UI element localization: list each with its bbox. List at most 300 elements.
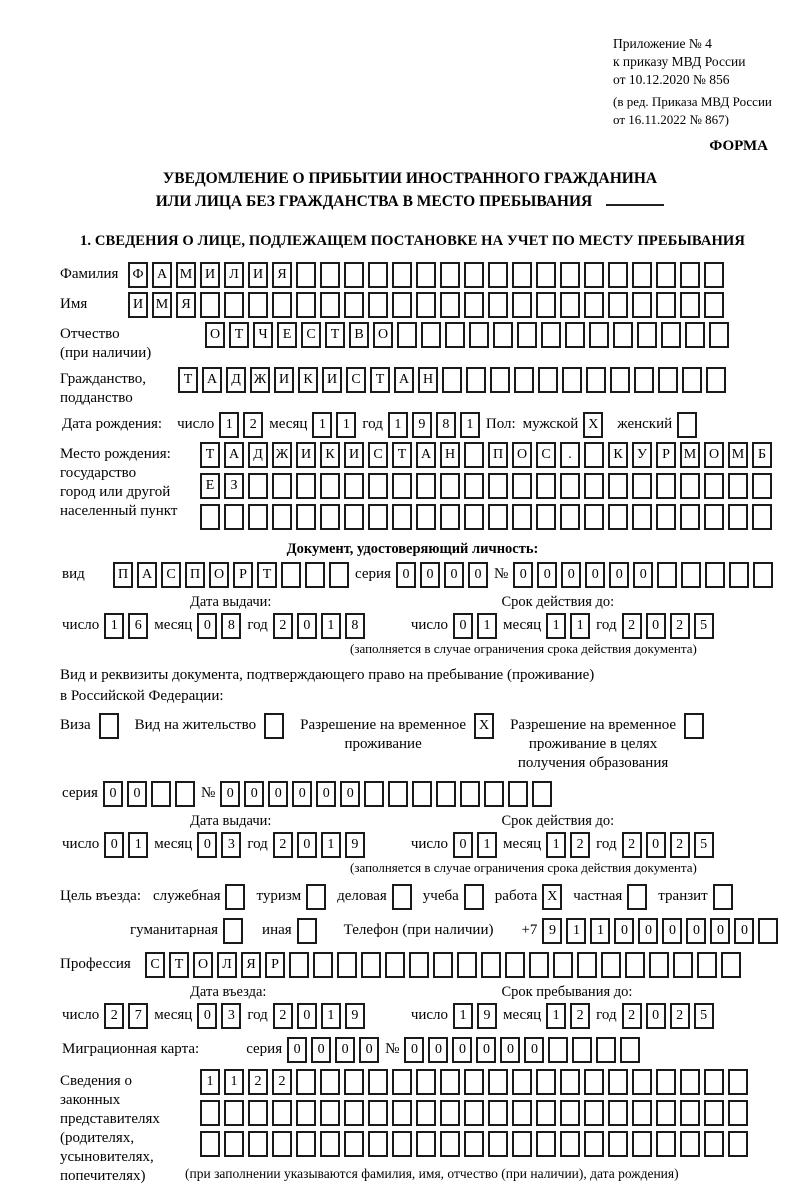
char-box[interactable]: Я — [272, 262, 292, 288]
char-box[interactable] — [632, 473, 652, 499]
char-box[interactable] — [248, 473, 268, 499]
char-box[interactable] — [536, 1069, 556, 1095]
char-box[interactable] — [680, 1069, 700, 1095]
char-box[interactable]: 0 — [452, 1037, 472, 1063]
char-box[interactable] — [560, 1131, 580, 1157]
char-box[interactable] — [682, 367, 702, 393]
purpose-official-checkbox[interactable] — [225, 884, 245, 910]
char-box[interactable] — [529, 952, 549, 978]
char-box[interactable] — [560, 292, 580, 318]
char-box[interactable] — [512, 262, 532, 288]
char-box[interactable] — [272, 1131, 292, 1157]
purpose-tourism-checkbox[interactable] — [306, 884, 326, 910]
char-box[interactable] — [440, 1100, 460, 1126]
char-box[interactable]: Я — [176, 292, 196, 318]
char-box[interactable]: Л — [217, 952, 237, 978]
char-box[interactable] — [536, 1100, 556, 1126]
char-box[interactable] — [440, 1069, 460, 1095]
char-box[interactable] — [392, 1131, 412, 1157]
char-box[interactable] — [248, 1100, 268, 1126]
char-box[interactable] — [368, 292, 388, 318]
char-box[interactable]: 0 — [292, 781, 312, 807]
char-box[interactable] — [680, 1100, 700, 1126]
char-box[interactable]: 0 — [428, 1037, 448, 1063]
char-box[interactable] — [248, 504, 268, 530]
char-box[interactable] — [488, 262, 508, 288]
char-box[interactable] — [460, 781, 480, 807]
char-box[interactable] — [488, 473, 508, 499]
char-box[interactable] — [151, 781, 171, 807]
char-box[interactable]: 1 — [312, 412, 332, 438]
char-box[interactable] — [490, 367, 510, 393]
char-box[interactable]: 2 — [570, 832, 590, 858]
purpose-business-checkbox[interactable] — [392, 884, 412, 910]
char-box[interactable]: 6 — [128, 613, 148, 639]
char-box[interactable] — [296, 1100, 316, 1126]
char-box[interactable] — [649, 952, 669, 978]
char-box[interactable] — [596, 1037, 616, 1063]
char-box[interactable] — [584, 1131, 604, 1157]
char-box[interactable] — [680, 262, 700, 288]
char-box[interactable] — [416, 473, 436, 499]
char-box[interactable]: 0 — [311, 1037, 331, 1063]
char-box[interactable] — [224, 504, 244, 530]
char-box[interactable]: 1 — [200, 1069, 220, 1095]
char-box[interactable]: 1 — [321, 613, 341, 639]
char-box[interactable]: 0 — [359, 1037, 379, 1063]
char-box[interactable]: П — [113, 562, 133, 588]
char-box[interactable]: Т — [169, 952, 189, 978]
char-box[interactable] — [517, 322, 537, 348]
char-box[interactable] — [416, 1131, 436, 1157]
char-box[interactable] — [296, 1069, 316, 1095]
char-box[interactable] — [728, 473, 748, 499]
char-box[interactable]: 0 — [220, 781, 240, 807]
char-box[interactable] — [586, 367, 606, 393]
char-box[interactable]: В — [349, 322, 369, 348]
char-box[interactable] — [305, 562, 325, 588]
char-box[interactable] — [344, 292, 364, 318]
char-box[interactable] — [392, 504, 412, 530]
char-box[interactable] — [728, 1131, 748, 1157]
char-box[interactable] — [488, 1069, 508, 1095]
char-box[interactable]: И — [296, 442, 316, 468]
char-box[interactable] — [488, 1131, 508, 1157]
char-box[interactable] — [392, 473, 412, 499]
char-box[interactable] — [281, 562, 301, 588]
char-box[interactable]: Т — [325, 322, 345, 348]
char-box[interactable]: 1 — [590, 918, 610, 944]
char-box[interactable] — [457, 952, 477, 978]
char-box[interactable]: 0 — [287, 1037, 307, 1063]
purpose-humanitarian-checkbox[interactable] — [223, 918, 243, 944]
char-box[interactable] — [657, 562, 677, 588]
residence-permit-checkbox[interactable] — [264, 713, 284, 739]
char-box[interactable] — [753, 562, 773, 588]
char-box[interactable]: 0 — [710, 918, 730, 944]
char-box[interactable]: 0 — [268, 781, 288, 807]
char-box[interactable] — [464, 504, 484, 530]
char-box[interactable] — [680, 473, 700, 499]
char-box[interactable] — [469, 322, 489, 348]
char-box[interactable]: 2 — [622, 832, 642, 858]
char-box[interactable] — [560, 1069, 580, 1095]
char-box[interactable] — [658, 367, 678, 393]
char-box[interactable] — [421, 322, 441, 348]
char-box[interactable] — [680, 1131, 700, 1157]
char-box[interactable]: 0 — [662, 918, 682, 944]
char-box[interactable]: 3 — [221, 832, 241, 858]
char-box[interactable]: 0 — [633, 562, 653, 588]
char-box[interactable]: 0 — [537, 562, 557, 588]
char-box[interactable] — [344, 1100, 364, 1126]
char-box[interactable] — [656, 262, 676, 288]
char-box[interactable]: 0 — [297, 1003, 317, 1029]
char-box[interactable]: М — [152, 292, 172, 318]
char-box[interactable] — [440, 504, 460, 530]
char-box[interactable] — [634, 367, 654, 393]
char-box[interactable]: Д — [248, 442, 268, 468]
char-box[interactable] — [361, 952, 381, 978]
char-box[interactable] — [721, 952, 741, 978]
char-box[interactable]: Ф — [128, 262, 148, 288]
char-box[interactable] — [584, 473, 604, 499]
char-box[interactable] — [514, 367, 534, 393]
char-box[interactable]: 0 — [609, 562, 629, 588]
char-box[interactable] — [392, 1100, 412, 1126]
char-box[interactable] — [272, 504, 292, 530]
char-box[interactable]: А — [394, 367, 414, 393]
char-box[interactable] — [536, 262, 556, 288]
char-box[interactable] — [608, 1069, 628, 1095]
char-box[interactable] — [512, 292, 532, 318]
char-box[interactable] — [704, 1069, 724, 1095]
char-box[interactable] — [344, 262, 364, 288]
char-box[interactable] — [632, 504, 652, 530]
char-box[interactable] — [560, 473, 580, 499]
char-box[interactable]: О — [209, 562, 229, 588]
char-box[interactable] — [493, 322, 513, 348]
char-box[interactable]: 1 — [566, 918, 586, 944]
char-box[interactable] — [464, 1131, 484, 1157]
char-box[interactable] — [296, 262, 316, 288]
char-box[interactable] — [464, 473, 484, 499]
char-box[interactable] — [272, 292, 292, 318]
char-box[interactable] — [409, 952, 429, 978]
char-box[interactable] — [368, 473, 388, 499]
char-box[interactable]: 0 — [335, 1037, 355, 1063]
char-box[interactable] — [704, 292, 724, 318]
char-box[interactable] — [656, 292, 676, 318]
char-box[interactable]: С — [301, 322, 321, 348]
char-box[interactable]: Н — [440, 442, 460, 468]
char-box[interactable] — [320, 1069, 340, 1095]
char-box[interactable] — [562, 367, 582, 393]
char-box[interactable] — [368, 262, 388, 288]
char-box[interactable]: Т — [200, 442, 220, 468]
char-box[interactable]: 9 — [345, 1003, 365, 1029]
char-box[interactable]: Р — [656, 442, 676, 468]
char-box[interactable]: Т — [392, 442, 412, 468]
char-box[interactable] — [620, 1037, 640, 1063]
char-box[interactable]: 0 — [561, 562, 581, 588]
char-box[interactable]: 0 — [340, 781, 360, 807]
char-box[interactable]: 1 — [453, 1003, 473, 1029]
char-box[interactable]: 1 — [570, 613, 590, 639]
char-box[interactable]: А — [137, 562, 157, 588]
char-box[interactable] — [758, 918, 778, 944]
char-box[interactable]: 8 — [221, 613, 241, 639]
char-box[interactable]: 8 — [436, 412, 456, 438]
char-box[interactable]: А — [202, 367, 222, 393]
char-box[interactable] — [541, 322, 561, 348]
char-box[interactable] — [608, 262, 628, 288]
char-box[interactable] — [320, 473, 340, 499]
char-box[interactable] — [416, 292, 436, 318]
char-box[interactable] — [296, 504, 316, 530]
char-box[interactable]: 9 — [345, 832, 365, 858]
char-box[interactable]: О — [704, 442, 724, 468]
char-box[interactable]: 1 — [224, 1069, 244, 1095]
char-box[interactable] — [416, 1100, 436, 1126]
char-box[interactable] — [560, 1100, 580, 1126]
char-box[interactable] — [484, 781, 504, 807]
char-box[interactable] — [613, 322, 633, 348]
char-box[interactable]: 2 — [273, 1003, 293, 1029]
char-box[interactable] — [512, 473, 532, 499]
char-box[interactable]: 0 — [297, 613, 317, 639]
char-box[interactable] — [368, 504, 388, 530]
char-box[interactable] — [320, 262, 340, 288]
char-box[interactable]: 1 — [477, 613, 497, 639]
char-box[interactable] — [532, 781, 552, 807]
char-box[interactable]: Я — [241, 952, 261, 978]
char-box[interactable] — [344, 473, 364, 499]
char-box[interactable] — [685, 322, 705, 348]
char-box[interactable] — [337, 952, 357, 978]
char-box[interactable] — [392, 1069, 412, 1095]
char-box[interactable]: О — [373, 322, 393, 348]
char-box[interactable]: 5 — [694, 613, 714, 639]
char-box[interactable] — [728, 1069, 748, 1095]
char-box[interactable]: О — [193, 952, 213, 978]
char-box[interactable] — [313, 952, 333, 978]
char-box[interactable]: 1 — [128, 832, 148, 858]
char-box[interactable]: 1 — [460, 412, 480, 438]
char-box[interactable]: 0 — [103, 781, 123, 807]
char-box[interactable] — [364, 781, 384, 807]
char-box[interactable] — [673, 952, 693, 978]
char-box[interactable]: 2 — [670, 832, 690, 858]
char-box[interactable]: 0 — [404, 1037, 424, 1063]
char-box[interactable]: 0 — [316, 781, 336, 807]
char-box[interactable]: 1 — [546, 832, 566, 858]
char-box[interactable] — [729, 562, 749, 588]
char-box[interactable] — [704, 262, 724, 288]
char-box[interactable] — [416, 504, 436, 530]
char-box[interactable]: 0 — [686, 918, 706, 944]
char-box[interactable]: И — [128, 292, 148, 318]
char-box[interactable]: 0 — [646, 1003, 666, 1029]
char-box[interactable] — [536, 1131, 556, 1157]
char-box[interactable] — [296, 292, 316, 318]
char-box[interactable]: 1 — [477, 832, 497, 858]
char-box[interactable]: 0 — [638, 918, 658, 944]
char-box[interactable] — [320, 292, 340, 318]
char-box[interactable] — [442, 367, 462, 393]
char-box[interactable] — [272, 1100, 292, 1126]
char-box[interactable] — [344, 1131, 364, 1157]
char-box[interactable]: 3 — [221, 1003, 241, 1029]
char-box[interactable] — [632, 1131, 652, 1157]
char-box[interactable]: М — [680, 442, 700, 468]
char-box[interactable] — [632, 1069, 652, 1095]
purpose-other-checkbox[interactable] — [297, 918, 317, 944]
char-box[interactable] — [248, 1131, 268, 1157]
char-box[interactable] — [538, 367, 558, 393]
char-box[interactable] — [433, 952, 453, 978]
char-box[interactable] — [445, 322, 465, 348]
char-box[interactable]: 0 — [127, 781, 147, 807]
char-box[interactable]: 0 — [197, 1003, 217, 1029]
char-box[interactable] — [488, 1100, 508, 1126]
char-box[interactable]: 0 — [476, 1037, 496, 1063]
char-box[interactable]: 0 — [734, 918, 754, 944]
char-box[interactable] — [656, 473, 676, 499]
char-box[interactable] — [512, 1069, 532, 1095]
char-box[interactable]: 0 — [468, 562, 488, 588]
char-box[interactable]: У — [632, 442, 652, 468]
char-box[interactable] — [704, 1100, 724, 1126]
char-box[interactable] — [464, 292, 484, 318]
char-box[interactable]: 0 — [453, 832, 473, 858]
char-box[interactable]: Е — [200, 473, 220, 499]
char-box[interactable] — [508, 781, 528, 807]
char-box[interactable] — [224, 292, 244, 318]
char-box[interactable] — [488, 292, 508, 318]
char-box[interactable] — [200, 1131, 220, 1157]
char-box[interactable] — [224, 1100, 244, 1126]
char-box[interactable]: Б — [752, 442, 772, 468]
char-box[interactable] — [632, 1100, 652, 1126]
char-box[interactable]: А — [224, 442, 244, 468]
char-box[interactable] — [412, 781, 432, 807]
char-box[interactable] — [601, 952, 621, 978]
char-box[interactable] — [436, 781, 456, 807]
char-box[interactable] — [584, 504, 604, 530]
char-box[interactable]: 0 — [646, 613, 666, 639]
char-box[interactable]: Е — [277, 322, 297, 348]
char-box[interactable] — [553, 952, 573, 978]
char-box[interactable] — [512, 504, 532, 530]
char-box[interactable] — [200, 504, 220, 530]
char-box[interactable]: 5 — [694, 832, 714, 858]
visa-checkbox[interactable] — [99, 713, 119, 739]
char-box[interactable] — [632, 262, 652, 288]
char-box[interactable] — [584, 1069, 604, 1095]
char-box[interactable]: С — [536, 442, 556, 468]
char-box[interactable]: П — [488, 442, 508, 468]
male-checkbox[interactable]: X — [583, 412, 603, 438]
char-box[interactable] — [416, 1069, 436, 1095]
char-box[interactable]: 0 — [104, 832, 124, 858]
char-box[interactable] — [481, 952, 501, 978]
char-box[interactable]: 0 — [197, 613, 217, 639]
purpose-transit-checkbox[interactable] — [713, 884, 733, 910]
char-box[interactable]: 2 — [273, 613, 293, 639]
purpose-study-checkbox[interactable] — [464, 884, 484, 910]
char-box[interactable] — [632, 292, 652, 318]
char-box[interactable] — [584, 442, 604, 468]
char-box[interactable]: 1 — [321, 1003, 341, 1029]
char-box[interactable]: С — [161, 562, 181, 588]
char-box[interactable]: 7 — [128, 1003, 148, 1029]
char-box[interactable] — [705, 562, 725, 588]
char-box[interactable] — [329, 562, 349, 588]
char-box[interactable] — [709, 322, 729, 348]
char-box[interactable]: 0 — [197, 832, 217, 858]
char-box[interactable] — [608, 292, 628, 318]
char-box[interactable]: . — [560, 442, 580, 468]
temp-permit-checkbox[interactable]: X — [474, 713, 494, 739]
char-box[interactable]: 5 — [694, 1003, 714, 1029]
char-box[interactable] — [296, 473, 316, 499]
char-box[interactable] — [320, 1131, 340, 1157]
char-box[interactable]: С — [368, 442, 388, 468]
char-box[interactable]: 1 — [388, 412, 408, 438]
char-box[interactable]: Т — [178, 367, 198, 393]
char-box[interactable]: 0 — [420, 562, 440, 588]
char-box[interactable] — [589, 322, 609, 348]
purpose-private-checkbox[interactable] — [627, 884, 647, 910]
char-box[interactable]: 0 — [614, 918, 634, 944]
char-box[interactable]: И — [200, 262, 220, 288]
char-box[interactable] — [728, 504, 748, 530]
char-box[interactable]: И — [322, 367, 342, 393]
char-box[interactable] — [548, 1037, 568, 1063]
char-box[interactable] — [728, 1100, 748, 1126]
char-box[interactable] — [464, 1069, 484, 1095]
char-box[interactable]: И — [248, 262, 268, 288]
char-box[interactable] — [656, 1131, 676, 1157]
char-box[interactable]: 8 — [345, 613, 365, 639]
char-box[interactable]: 2 — [622, 1003, 642, 1029]
char-box[interactable] — [681, 562, 701, 588]
char-box[interactable] — [536, 473, 556, 499]
char-box[interactable]: 0 — [453, 613, 473, 639]
char-box[interactable] — [572, 1037, 592, 1063]
char-box[interactable] — [704, 473, 724, 499]
char-box[interactable] — [536, 292, 556, 318]
char-box[interactable]: И — [274, 367, 294, 393]
char-box[interactable] — [560, 504, 580, 530]
char-box[interactable] — [440, 292, 460, 318]
char-box[interactable] — [584, 1100, 604, 1126]
char-box[interactable] — [392, 262, 412, 288]
char-box[interactable]: Т — [257, 562, 277, 588]
edu-permit-checkbox[interactable] — [684, 713, 704, 739]
char-box[interactable]: 1 — [104, 613, 124, 639]
char-box[interactable] — [344, 504, 364, 530]
char-box[interactable] — [608, 473, 628, 499]
char-box[interactable] — [440, 1131, 460, 1157]
char-box[interactable]: 2 — [670, 613, 690, 639]
char-box[interactable]: 2 — [248, 1069, 268, 1095]
char-box[interactable] — [680, 292, 700, 318]
char-box[interactable] — [697, 952, 717, 978]
char-box[interactable]: 9 — [412, 412, 432, 438]
char-box[interactable] — [397, 322, 417, 348]
